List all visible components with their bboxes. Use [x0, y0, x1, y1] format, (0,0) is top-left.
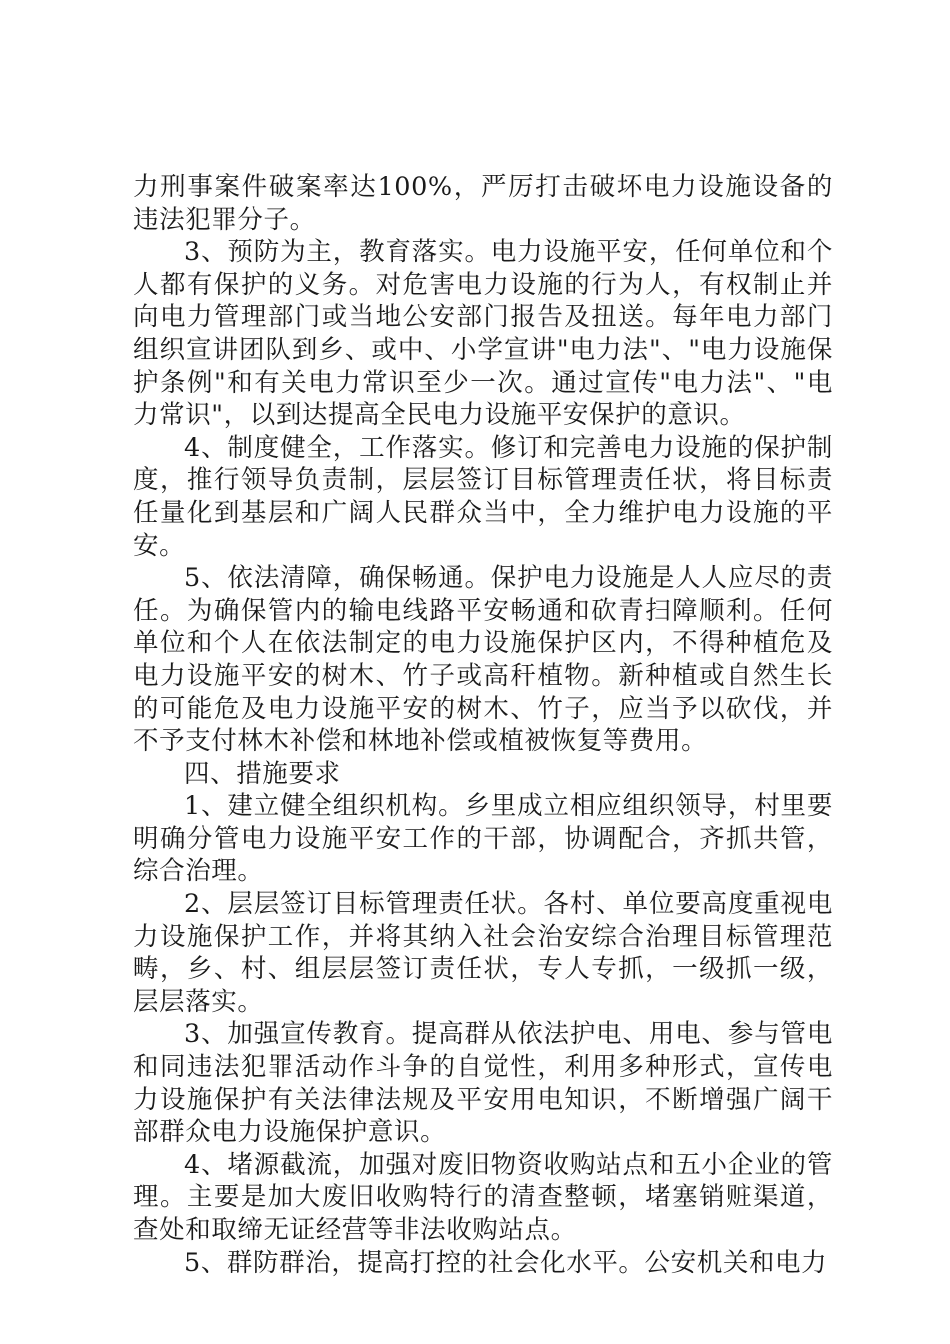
- paragraph-measure-3: 3、加强宣传教育。提高群从依法护电、用电、参与管电和同违法犯罪活动作斗争的自觉性，利用多种形式，宣传电力设施保护有关法律法规及平安用电知识，不断增强广阔干部群众电力设施保护意识。: [133, 1019, 833, 1148]
- paragraph-continuation: 力刑事案件破案率达100%，严厉打击破坏电力设施设备的违法犯罪分子。: [133, 172, 833, 235]
- paragraph-measure-1: 1、建立健全组织机构。乡里成立相应组织领导，村里要明确分管电力设施平安工作的干部，协调配合，齐抓共管，综合治理。: [133, 791, 833, 887]
- paragraph-item-4-system: 4、制度健全，工作落实。修订和完善电力设施的保护制度，推行领导负责制，层层签订目标管理责任状，将目标责任量化到基层和广阔人民群众当中，全力维护电力设施的平安。: [133, 432, 833, 561]
- section-heading-measures: 四、措施要求: [184, 758, 341, 789]
- paragraph-measure-2: 2、层层签订目标管理责任状。各村、单位要高度重视电力设施保护工作，并将其纳入社会治安综合治理目标管理范畴，乡、村、组层层签订责任状，专人专抓，一级抓一级，层层落实。: [133, 889, 833, 1017]
- paragraph-item-3-prevention: 3、预防为主，教育落实。电力设施平安，任何单位和个人都有保护的义务。对危害电力设施的行为人，有权制止并向电力管理部门或当地公安部门报告及扭送。每年电力部门组织宣讲团队到乡、或中、小学宣讲"电力法"、"电力设施保护条例"和有关电力常识至少一次。通过宣传"电力法"、"电力常识"，以到达提高全民电力设施平安保护的意识。: [133, 237, 833, 431]
- paragraph-item-5-clearance: 5、依法清障，确保畅通。保护电力设施是人人应尽的责任。为确保管内的输电线路平安畅通和砍青扫障顺利。任何单位和个人在依法制定的电力设施保护区内，不得种植危及电力设施平安的树木、竹子或高秆植物。新种植或自然生长的可能危及电力设施平安的树木、竹子，应当予以砍伐，并不予支付林木补偿和林地补偿或植被恢复等费用。: [133, 563, 833, 757]
- paragraph-measure-4: 4、堵源截流，加强对废旧物资收购站点和五小企业的管理。主要是加大废旧收购特行的清查整顿，堵塞销赃渠道，查处和取缔无证经营等非法收购站点。: [133, 1149, 833, 1245]
- document-body: [133, 171, 833, 1279]
- paragraph-measure-5: 5、群防群治，提高打控的社会化水平。公安机关和电力: [184, 1247, 828, 1278]
